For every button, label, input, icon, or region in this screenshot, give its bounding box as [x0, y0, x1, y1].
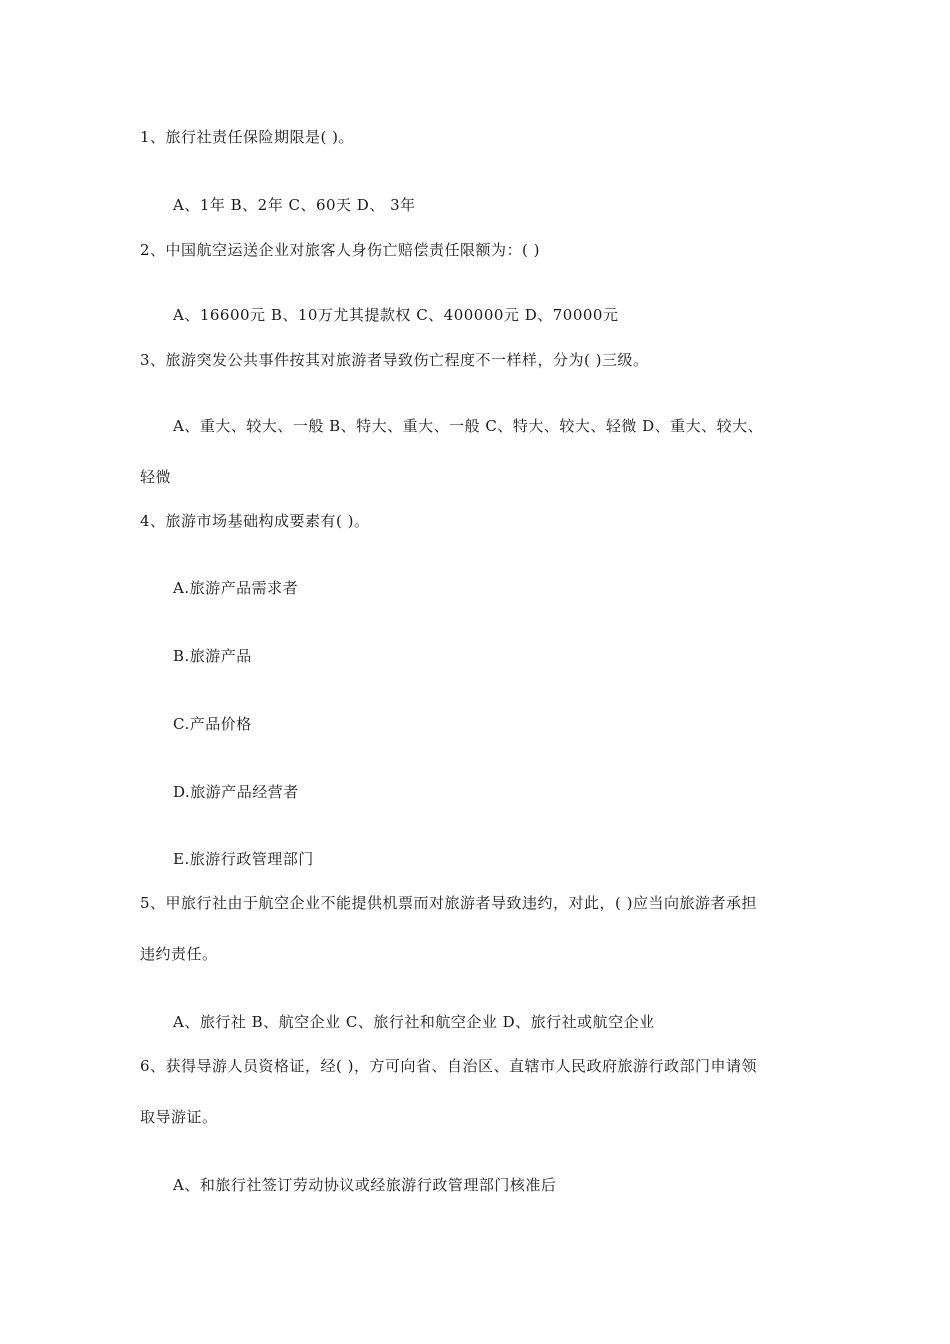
question-4-option-e: E.旅游行政管理部门: [173, 850, 314, 868]
question-5-stem: 5、甲旅行社由于航空企业不能提供机票而对旅游者导致违约，对此，( )应当向旅游者承担: [140, 894, 758, 912]
question-2-options: A、16600元 B、10万尤其提款权 C、400000元 D、70000元: [173, 306, 619, 324]
question-3-options: A、重大、较大、一般 B、特大、重大、一般 C、特大、较大、轻微 D、重大、较大、: [173, 417, 764, 435]
question-5-options: A、旅行社 B、航空企业 C、旅行社和航空企业 D、旅行社或航空企业: [173, 1013, 655, 1031]
question-6-options: A、和旅行社签订劳动协议或经旅游行政管理部门核准后: [173, 1176, 557, 1194]
question-3-stem: 3、旅游突发公共事件按其对旅游者导致伤亡程度不一样样，分为( )三级。: [140, 351, 649, 369]
question-3-options-continued: 轻微: [140, 468, 172, 486]
question-4-option-c: C.产品价格: [173, 715, 252, 733]
question-6-stem-continued: 取导游证。: [140, 1108, 218, 1126]
question-1-stem: 1、旅行社责任保险期限是( )。: [140, 128, 355, 146]
question-2-stem: 2、中国航空运送企业对旅客人身伤亡赔偿责任限额为：( ): [140, 241, 541, 259]
question-4-option-a: A.旅游产品需求者: [173, 579, 299, 597]
question-4-stem: 4、旅游市场基础构成要素有( )。: [140, 512, 370, 530]
question-6-stem: 6、获得导游人员资格证，经( )，方可向省、自治区、直辖市人民政府旅游行政部门申请领: [140, 1057, 758, 1075]
question-1-options: A、1年 B、2年 C、60天 D、 3年: [173, 196, 416, 214]
question-5-stem-continued: 违约责任。: [140, 945, 218, 963]
question-4-option-d: D.旅游产品经营者: [173, 783, 299, 801]
question-4-option-b: B.旅游产品: [173, 647, 252, 665]
